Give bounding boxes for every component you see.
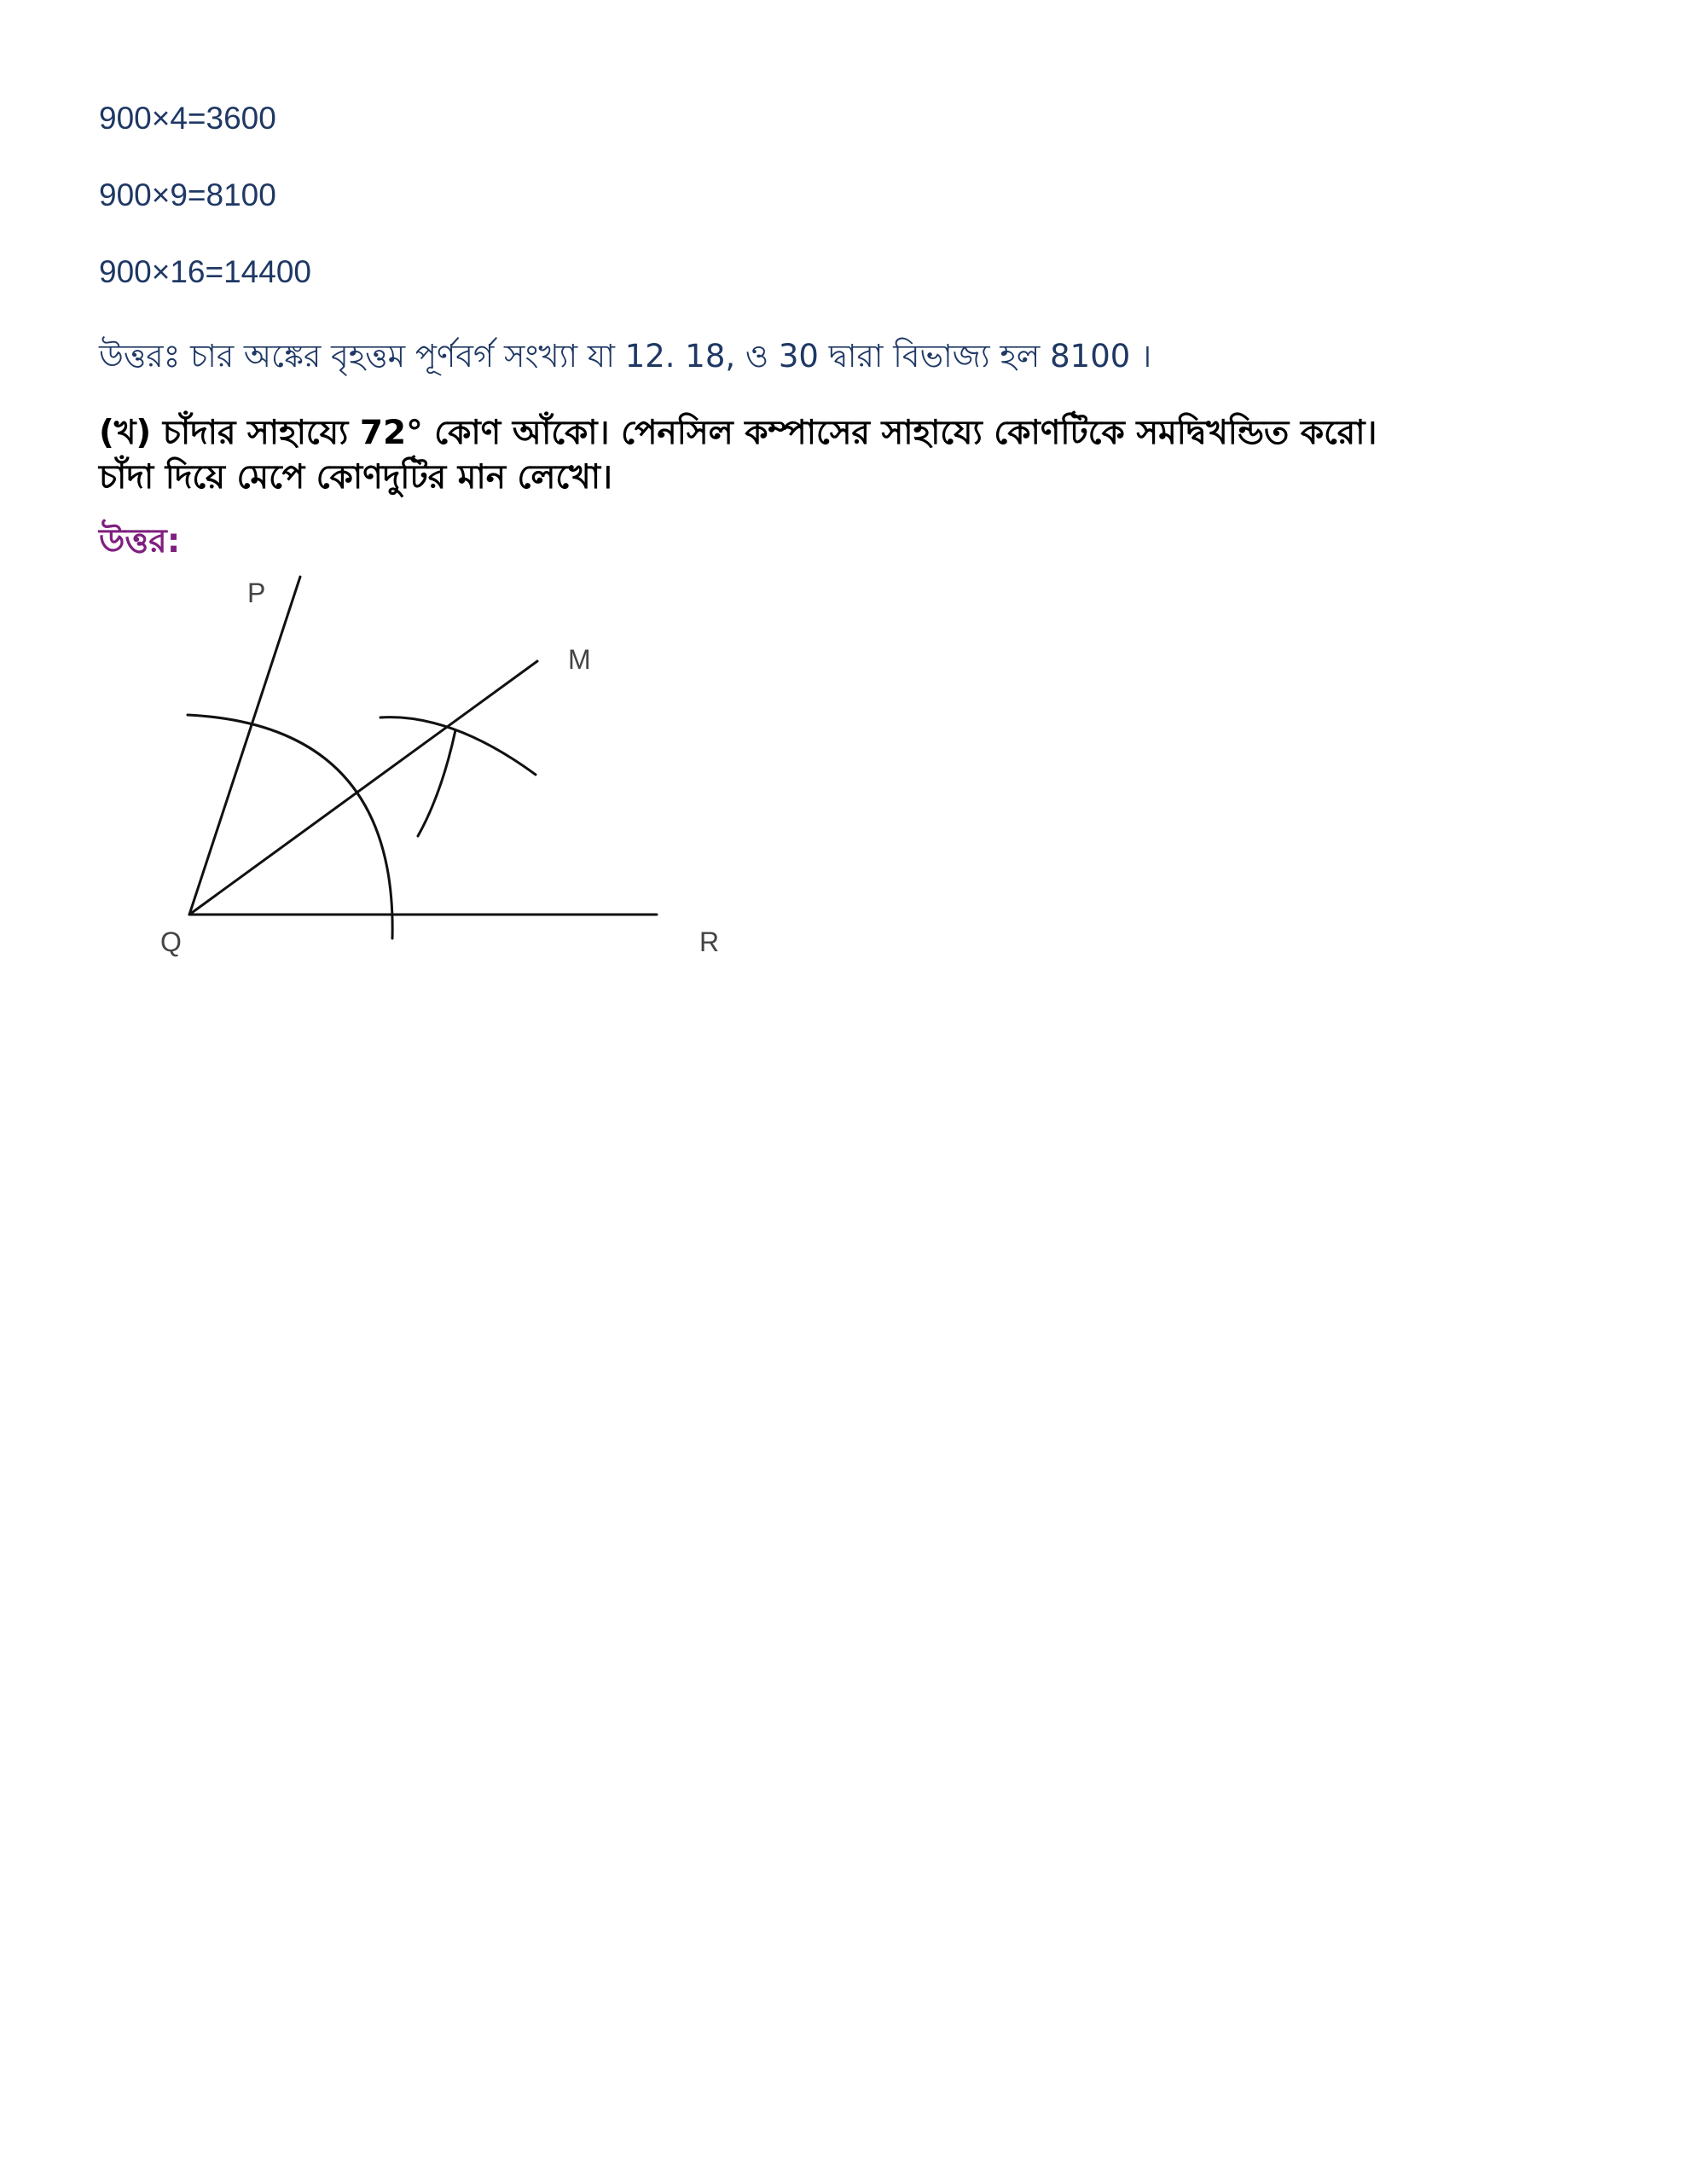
answer-statement: উত্তরঃ চার অঙ্কের বৃহত্তম পূর্ণবর্গ সংখ্যা যা 12. 18, ও 30 দ্বারা বিভাজ্য হল 8100 ।	[99, 338, 1152, 375]
answer-label: উত্তর:	[99, 522, 181, 561]
question-line-1: (খ) চাঁদার সাহায্যে 72° কোণ আঁকো। পেনসিল কম্পাসের সাহায্যে কোণটিকে সমদ্বিখন্ডিত করো।	[99, 414, 1377, 452]
label-m: M	[568, 644, 591, 675]
label-r: R	[699, 926, 720, 957]
calculation-line-3: 900×16=14400	[99, 254, 311, 289]
angle-bisector-diagram	[145, 563, 742, 973]
question-text	[99, 411, 1600, 500]
calculation-line-2: 900×9=8100	[99, 177, 276, 212]
calculation-line-1: 900×4=3600	[99, 101, 276, 136]
ray-qp	[189, 577, 300, 915]
question-line-2: চাঁদা দিয়ে মেপে কোণদুটির মান লেখো।	[99, 458, 612, 497]
construction-arc-upper	[380, 717, 536, 775]
label-p: P	[247, 578, 266, 608]
ray-qm	[189, 661, 537, 915]
construction-arc-lower	[418, 730, 455, 836]
label-q: Q	[160, 926, 182, 957]
